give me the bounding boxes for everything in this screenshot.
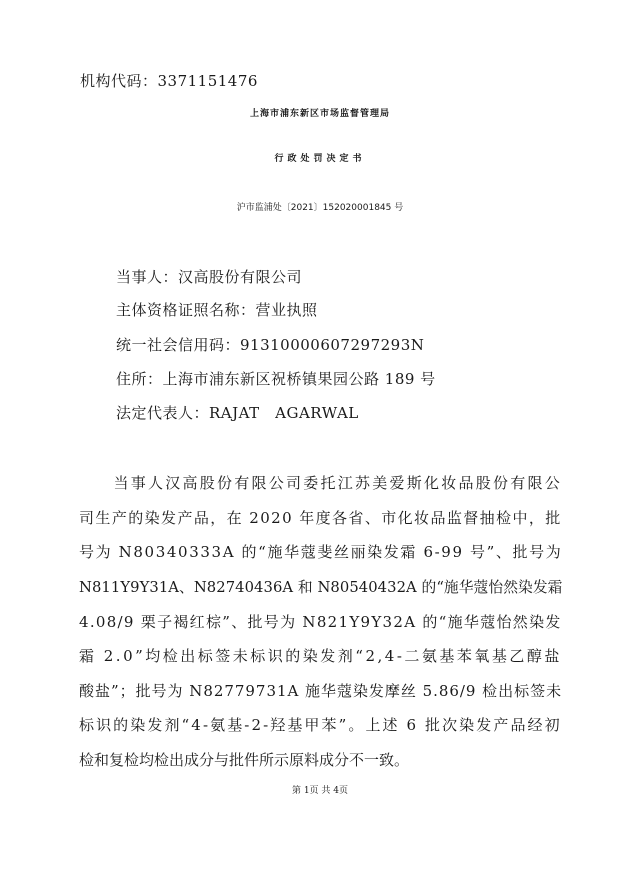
legal-representative: 法定代表人：RAJAT AGARWAL [116, 404, 359, 422]
party-name: 当事人：汉高股份有限公司 [116, 268, 303, 286]
document-type-title: 行政处罚决定书 [274, 154, 366, 164]
body-line: 酸盐”；批号为 N82779731A 施华蔻染发摩丝 5.86/9 检出标签未 [79, 682, 563, 700]
organization-code: 机构代码：3371151476 [80, 72, 258, 90]
credit-code: 统一社会信用码：91310000607297293N [116, 336, 425, 354]
address: 住所：上海市浦东新区祝桥镇果园公路 189 号 [116, 370, 436, 388]
license-type: 主体资格证照名称：营业执照 [116, 301, 318, 319]
page-counter: 第 1页 共 4页 [291, 786, 349, 796]
body-line: N811Y9Y31A、N82740436A 和 N80540432A 的“施华蔻怡然染发霜 [79, 579, 563, 596]
body-line: 检和复检均检出成分与批件所示原料成分不一致。 [79, 751, 410, 769]
body-line: 当事人汉高股份有限公司委托江苏美爱斯化妆品股份有限公 [79, 474, 563, 492]
body-line: 霜 2.0”均检出标签未标识的染发剂“2,4-二氨基苯氧基乙醇盐 [79, 647, 562, 665]
body-line: 标识的染发剂“4-氨基-2-羟基甲苯”。上述 6 批次染发产品经初 [79, 716, 562, 734]
body-line: 司生产的染发产品，在 2020 年度各省、市化妆品监督抽检中，批 [79, 509, 562, 527]
document-number: 沪市监浦处〔2021〕152020001845 号 [236, 203, 404, 213]
body-line: 4.08/9 栗子褐红棕”、批号为 N821Y9Y32A 的“施华蔻怡然染发 [79, 613, 562, 631]
issuing-authority-title: 上海市浦东新区市场监督管理局 [249, 109, 390, 119]
body-line: 号为 N80340333A 的“施华蔻斐丝丽染发霜 6-99 号”、批号为 [79, 543, 563, 561]
